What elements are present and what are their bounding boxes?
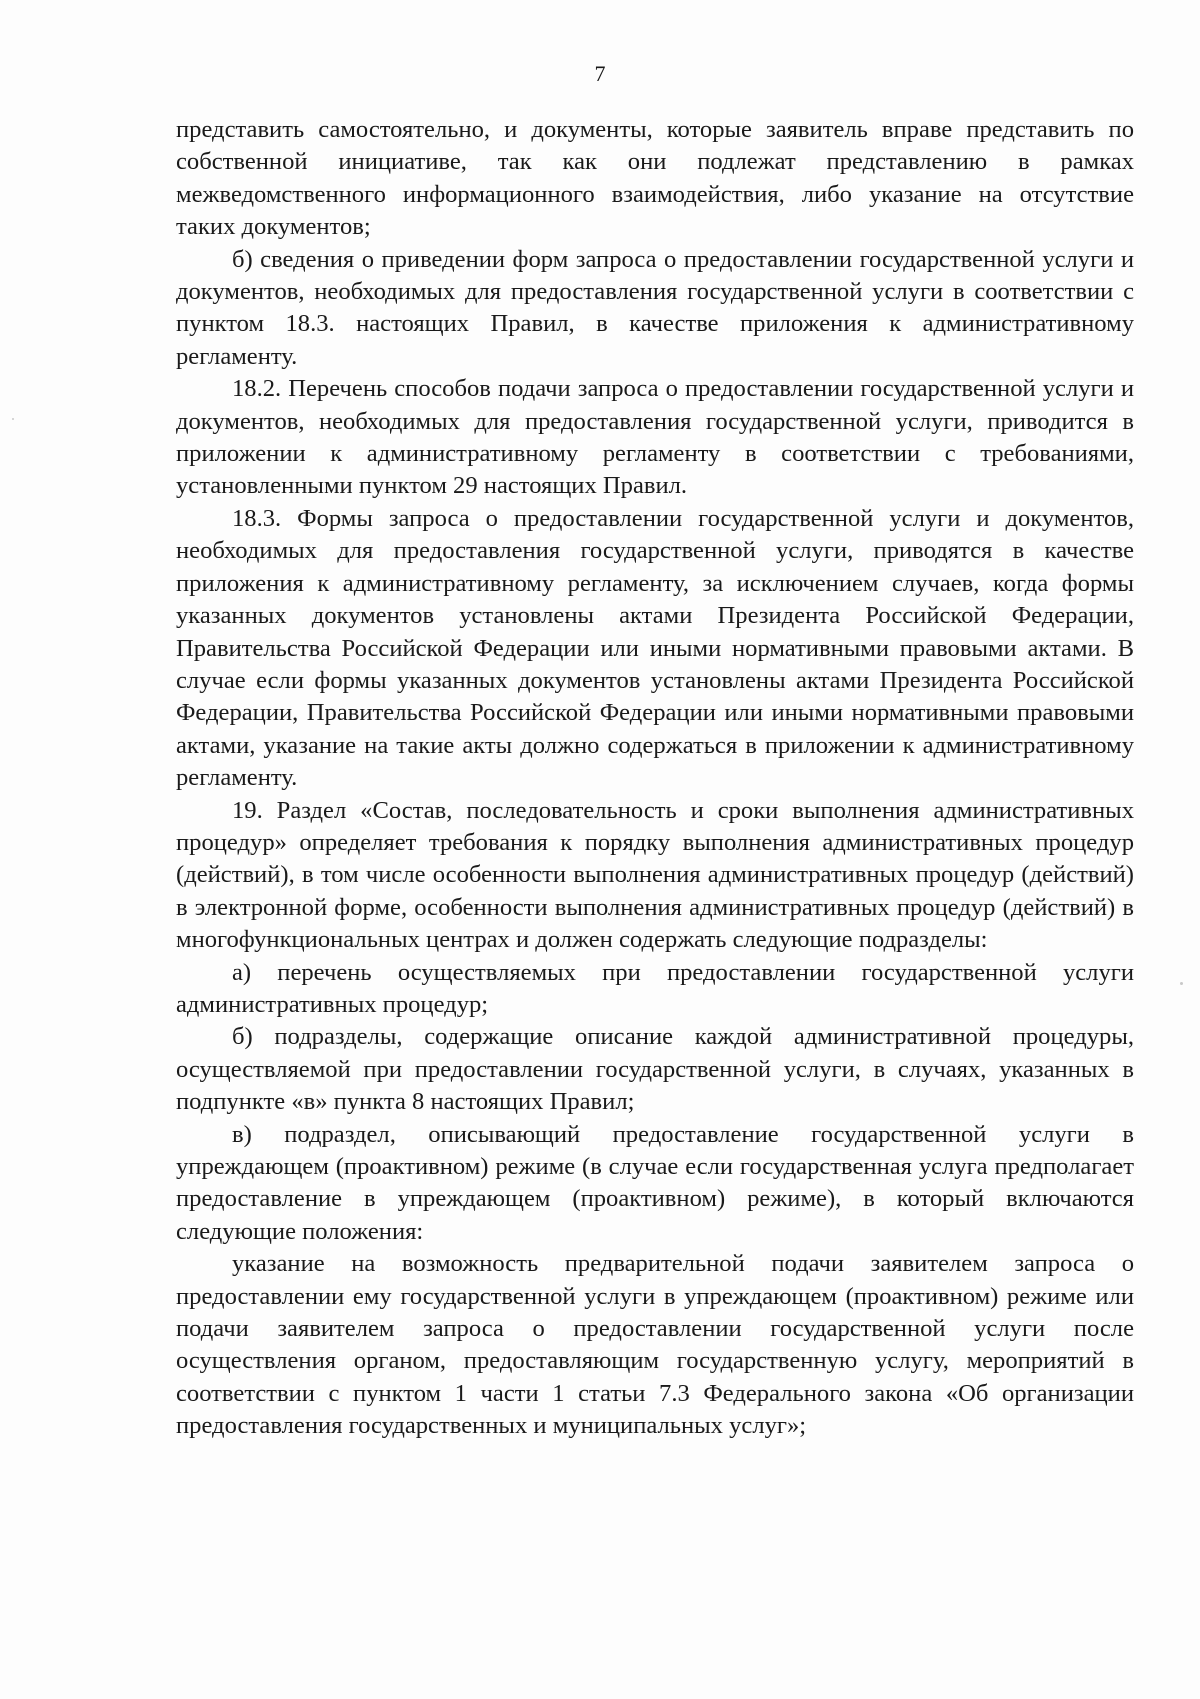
paragraph: в) подраздел, описывающий предоставление государственной услуги в упреждающем (проактивном) режиме (в случае если государственная услуга предполагает предоставление в упреждающем (проактивном) режиме), в который включаются следующие положения: xyxy=(176,1120,1134,1245)
paragraph: представить самостоятельно, и документы, которые заявитель вправе представить по собственной инициативе, так как они подлежат представлению в рамках межведомственного информационного взаимодействия, либо указание на отсутствие таких документов; xyxy=(176,116,1134,241)
paragraph: указание на возможность предварительной подачи заявителем запроса о предоставлении ему государственной услуги в упреждающем (проактивном) режиме или подачи заявителем запроса о предоставлении государственной услуги после осуществления органом, предоставляющим государственную услугу, мероприятий в соответствии с пунктом 1 части 1 статьи 7.3 Федерального закона «Об организации предоставления государственных и муниципальных услуг»; xyxy=(176,1250,1134,1440)
scan-speck xyxy=(12,418,14,420)
paragraph: б) подразделы, содержащие описание каждой административной процедуры, осуществляемой при предоставлении государственной услуги, в случаях, указанных в подпункте «в» пункта 8 настоящих Правил; xyxy=(176,1023,1134,1116)
paragraph: б) сведения о приведении форм запроса о предоставлении государственной услуги и документов, необходимых для предоставления государственной услуги в соответствии с пунктом 18.3. настоящих Правил, в качестве приложения к административному регламенту. xyxy=(176,245,1134,370)
paragraph: 19. Раздел «Состав, последовательность и сроки выполнения административных процедур» определяет требования к порядку выполнения административных процедур (действий), в том числе особенности выполнения административных процедур (действий) в электронной форме, особенности выполнения административных процедур (действий) в многофункциональных центрах и должен содержать следующие подразделы: xyxy=(176,796,1134,954)
page-number: 7 xyxy=(594,61,606,86)
paragraph: 18.2. Перечень способов подачи запроса о предоставлении государственной услуги и документов, необходимых для предоставления государственной услуги, приводится в приложении к административному регламенту в соответствии с требованиями, установленными пунктом 29 настоящих Правил. xyxy=(176,375,1134,500)
paragraph: 18.3. Формы запроса о предоставлении государственной услуги и документов, необходимых для предоставления государственной услуги, приводятся в качестве приложения к административному регламенту, за исключением случаев, когда формы указанных документов установлены актами Президента Российской Федерации, Правительства Российской Федерации или иными нормативными правовыми актами. В случае если формы указанных документов установлены актами Президента Российской Федерации, Правительства Российской Федерации или иными нормативными правовыми актами, указание на такие акты должно содержаться в приложении к административному регламенту. xyxy=(176,504,1134,792)
scan-speck xyxy=(1180,982,1183,985)
paragraph: а) перечень осуществляемых при предоставлении государственной услуги административных процедур; xyxy=(176,958,1134,1018)
body-text xyxy=(176,114,1134,1443)
